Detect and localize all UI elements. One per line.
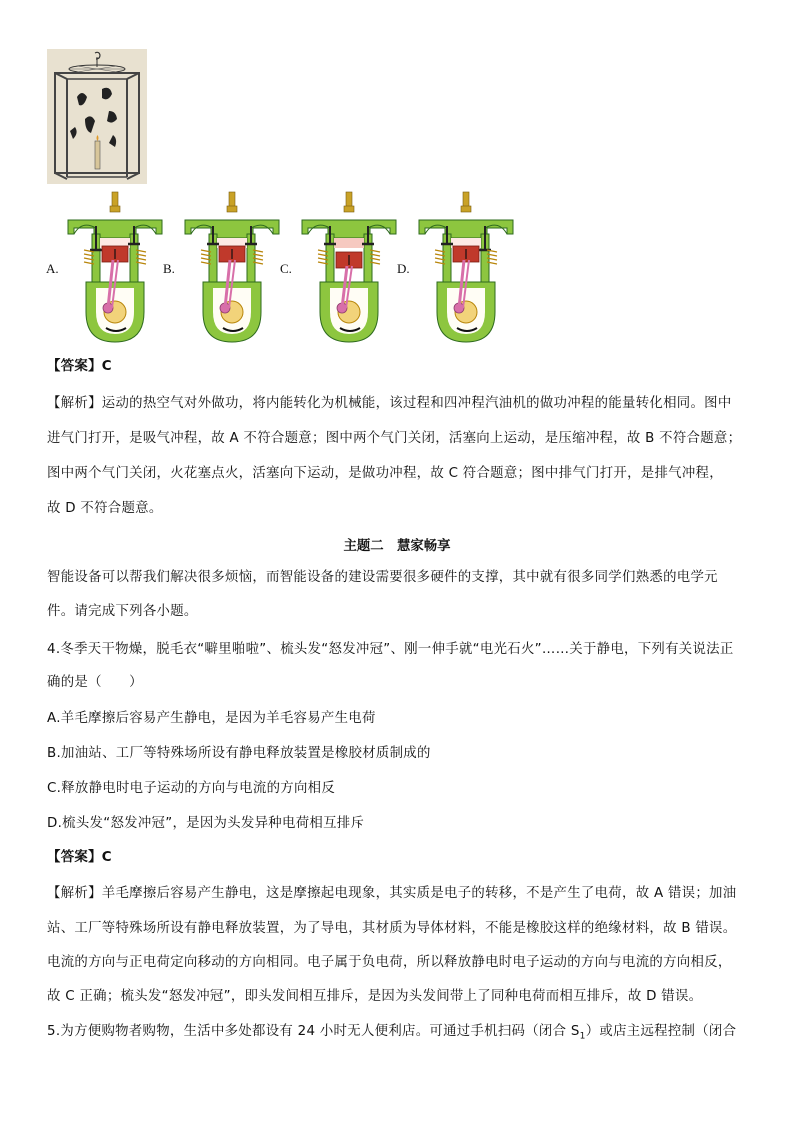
cylinder-head (68, 220, 162, 238)
spark-plug-icon (346, 192, 352, 208)
theme-intro-line: 智能设备可以帮我们解决很多烦恼，而智能设备的建设需要很多硬件的支撑，其中就有很多同学们熟悉的电学元 (47, 570, 718, 585)
spark-plug-base (344, 206, 354, 212)
q5-stem-start: 5.为方便购物者购物，生活中多处都设有 24 小时无人便利店。可通过手机扫码（闭合 S (47, 1024, 580, 1039)
q4-option-d: D.梳头发“怒发冲冠”，是因为头发异种电荷相互排斥 (47, 816, 365, 831)
q4-option-a: A.羊毛摩擦后容易产生静电，是因为羊毛容易产生电荷 (47, 711, 376, 726)
spark-plug-base (110, 206, 120, 212)
engine-option-d (397, 190, 517, 348)
cylinder-head (419, 220, 513, 238)
q4-answer: 【答案】C (47, 850, 112, 865)
spark-plug-base (227, 206, 237, 212)
q3-analysis-line: 图中两个气门关闭，火花塞点火，活塞向下运动，是做功冲程，故 C 符合题意；图中排气门打开，是排气冲程， (47, 466, 723, 481)
q4-stem-line: 4.冬季天干物燥，脱毛衣“噼里啪啦”、梳头发“怒发冲冠”、刚一伸手就“电光石火”……关于静电，下列有关说法正 (47, 642, 734, 657)
q4-analysis-line: 【解析】羊毛摩擦后容易产生静电，这是摩擦起电现象，其实质是电子的转移，不是产生了电荷，故 A 错误；加油 (47, 886, 737, 901)
engine-options (46, 190, 506, 350)
q4-option-b: B.加油站、工厂等特殊场所设有静电释放装置是橡胶材质制成的 (47, 746, 431, 761)
option-label: A. (46, 261, 59, 276)
option-label: D. (397, 261, 410, 276)
spark-plug-icon (112, 192, 118, 208)
q4-option-c: C.释放静电时电子运动的方向与电流的方向相反 (47, 781, 336, 796)
q3-analysis-line: 【解析】运动的热空气对外做功，将内能转化为机械能，该过程和四冲程汽油机的做功冲程的能量转化相同。图中 (47, 396, 732, 411)
q5-subscript: 1 (579, 1031, 586, 1042)
combustion-chamber (334, 238, 364, 248)
option-label: B. (163, 261, 175, 276)
q4-analysis-line: 电流的方向与正电荷定向移动的方向相同。电子属于负电荷，所以释放静电时电子运动的方向与电流的方向相反， (47, 955, 732, 970)
engine-option-b (163, 190, 283, 348)
engine-diagram (300, 190, 398, 348)
q3-analysis-line: 故 D 不符合题意。 (47, 501, 163, 516)
q4-analysis-line: 站、工厂等特殊场所设有静电释放装置，为了导电，其材质为导体材料，不能是橡胶这样的绝缘材料，故 B 错误。 (47, 921, 737, 936)
q4-stem-line: 确的是（ ） (47, 675, 143, 690)
cylinder-head (185, 220, 279, 238)
lantern-illustration (47, 49, 147, 184)
engine-diagram (66, 190, 164, 348)
engine-option-a (46, 190, 166, 348)
q5-stem-line (47, 1022, 736, 1047)
q3-answer: 【答案】C (47, 359, 112, 374)
option-label: C. (280, 261, 292, 276)
engine-option-c (280, 190, 400, 348)
theme-title: 主题二 慧家畅享 (343, 539, 451, 554)
spark-plug-icon (463, 192, 469, 208)
q3-analysis-line: 进气门打开，是吸气冲程，故 A 不符合题意；图中两个气门关闭，活塞向上运动，是压缩冲程，故 B 不符合题意； (47, 431, 742, 446)
lantern-image (47, 49, 147, 184)
theme-intro-line: 件。请完成下列各小题。 (47, 604, 198, 619)
cylinder-head (302, 220, 396, 238)
q4-analysis-line: 故 C 正确；梳头发“怒发冲冠”，即头发间相互排斥，是因为头发间带上了同种电荷而相互排斥，故 D 错误。 (47, 989, 703, 1004)
engine-diagram (417, 190, 515, 348)
spark-plug-icon (229, 192, 235, 208)
q5-stem-end: ）或店主远程控制（闭合 (585, 1024, 737, 1039)
engine-diagram (183, 190, 281, 348)
spark-plug-base (461, 206, 471, 212)
